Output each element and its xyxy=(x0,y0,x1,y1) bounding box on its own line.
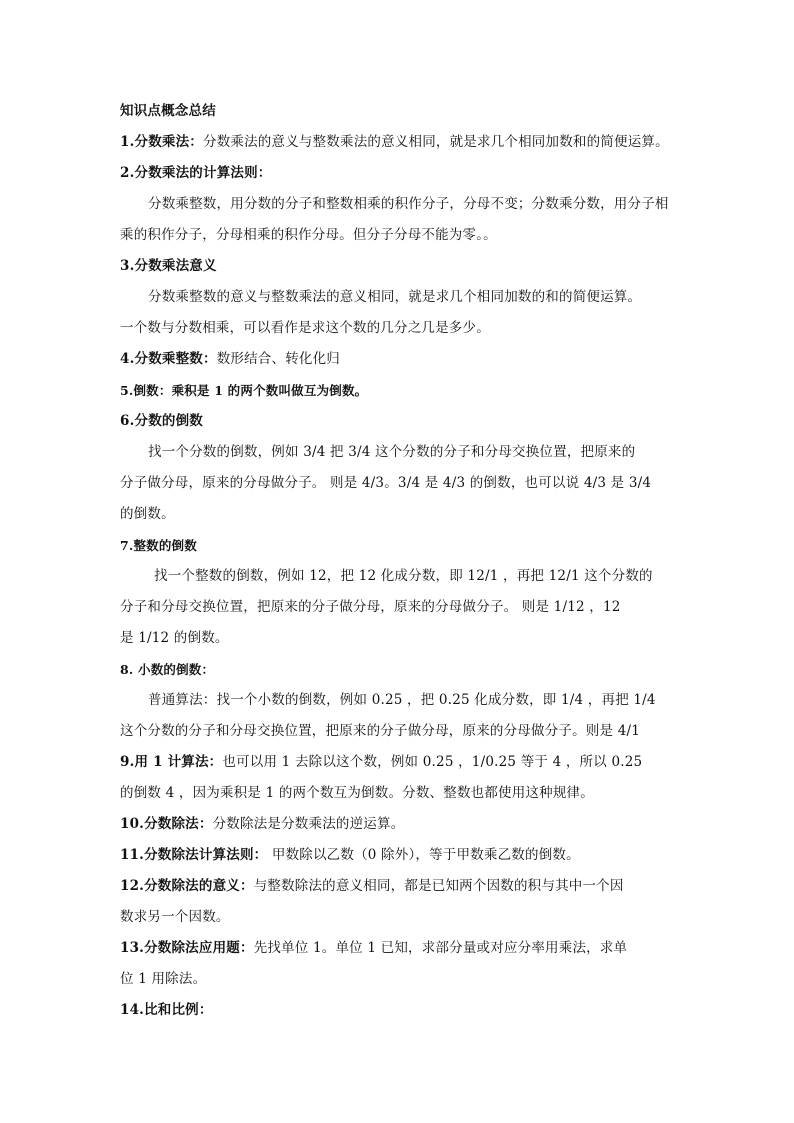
item-7-text-line-3: 是 1/12 的倒数。 xyxy=(120,630,229,646)
item-2-text-line-2: 乘的积作分子，分母相乘的积作分母。但分子分母不能为零。。 xyxy=(120,227,497,243)
item-14-heading: 14.比和比例： xyxy=(120,1002,213,1018)
item-8-text-line-2: 这个分数的分子和分母交换位置，把原来的分子做分母，原来的分母做分子。则是 4/1 xyxy=(120,723,641,739)
document-title: 知识点概念总结 xyxy=(120,103,216,119)
document-page xyxy=(120,96,680,1026)
item-7-heading: 7.整数的倒数 xyxy=(120,538,197,553)
item-9-heading: 9.用 1 计算法： xyxy=(120,754,223,770)
item-9-text: 也可以用 1 去除以这个数，例如 0.25 ，1/0.25 等于 4 ，所以 0.25 xyxy=(222,754,643,770)
item-2-heading: 2.分数乘法的计算法则： xyxy=(120,165,272,181)
item-9 xyxy=(120,747,680,778)
item-9-text-line-2: 的倒数 4 ，因为乘积是 1 的两个数互为倒数。分数、整数也都使用这种规律。 xyxy=(120,785,594,801)
item-6-text-line-3: 的倒数。 xyxy=(120,506,175,522)
item-10-text: 分数除法是分数乘法的逆运算。 xyxy=(212,816,405,832)
item-6-text-line-1: 找一个分数的倒数，例如 3/4 把 3/4 这个分数的分子和分母交换位置，把原来的 xyxy=(148,444,636,460)
item-6-text-line-2: 分子做分母，原来的分母做分子。 则是 4/3。3/4 是 4/3 的倒数，也可以说 4/3 是 3/4 xyxy=(120,475,652,491)
item-10 xyxy=(120,809,680,840)
item-1-heading: 1.分数乘法： xyxy=(120,134,203,150)
item-7-text-line-2: 分子和分母交换位置，把原来的分子做分母，原来的分母做分子。 则是 1/12 ，12 xyxy=(120,599,621,615)
item-13-heading: 13.分数除法应用题： xyxy=(120,940,254,956)
item-3-text-line-1: 分数乘整数的意义与整数乘法的意义相同，就是求几个相同加数的和的简便运算。 xyxy=(148,289,642,305)
item-8-text-line-1: 普通算法：找一个小数的倒数，例如 0.25 ，把 0.25 化成分数，即 1/4 ，再把 1/4 xyxy=(148,692,656,708)
item-5-text: 乘积是 1 的两个数叫做互为倒数。 xyxy=(171,383,368,398)
item-10-heading: 10.分数除法： xyxy=(120,816,213,832)
item-3-heading: 3.分数乘法意义 xyxy=(120,258,217,274)
item-11-heading: 11.分数除法计算法则： xyxy=(120,847,268,863)
item-12-text-line-2: 数求另一个因数。 xyxy=(120,909,230,925)
item-11-text: 甲数除以乙数（0 除外），等于甲数乘乙数的倒数。 xyxy=(267,847,580,863)
item-12-heading: 12.分数除法的意义： xyxy=(120,878,254,894)
item-2-text-line-1: 分数乘整数，用分数的分子和整数相乘的积作分子，分母不变；分数乘分数，用分子相 xyxy=(148,196,669,212)
item-5 xyxy=(120,375,680,406)
item-12-text: 与整数除法的意义相同，都是已知两个因数的积与其中一个因 xyxy=(253,878,624,894)
item-4-heading: 4.分数乘整数： xyxy=(120,351,217,367)
item-4 xyxy=(120,344,680,375)
item-11 xyxy=(120,840,680,871)
item-7-text-line-1: 找一个整数的倒数，例如 12，把 12 化成分数，即 12/1 ，再把 12/1 这个分数的 xyxy=(154,568,653,584)
item-1-text: 分数乘法的意义与整数乘法的意义相同，就是求几个相同加数和的简便运算。 xyxy=(203,134,669,150)
item-13-text: 先找单位 1。单位 1 已知，求部分量或对应分率用乘法，求单 xyxy=(253,940,628,956)
item-6-heading: 6.分数的倒数 xyxy=(120,413,203,429)
item-13-text-line-2: 位 1 用除法。 xyxy=(120,971,207,987)
item-8-heading: 8. 小数的倒数： xyxy=(120,662,215,677)
item-3-text-line-2: 一个数与分数相乘，可以看作是求这个数的几分之几是多少。 xyxy=(120,320,490,336)
item-4-text: 数形结合、转化化归 xyxy=(216,351,341,367)
item-12 xyxy=(120,871,680,902)
item-13 xyxy=(120,933,680,964)
item-1 xyxy=(120,127,680,158)
item-5-heading: 5.倒数： xyxy=(120,383,172,398)
